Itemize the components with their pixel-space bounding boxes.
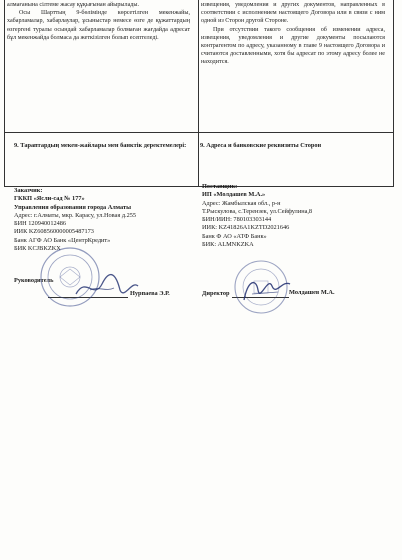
kz-text-column	[7, 1, 190, 42]
customer-requisites	[14, 187, 194, 253]
kz-section-9-title: 9. Тараптардың мекен-жайлары мен банктік деректемелері:	[14, 142, 187, 149]
customer-signatory-label: Руководитель	[14, 277, 54, 284]
customer-signatory-name: Нурпаева Э.Р.	[130, 290, 170, 297]
row-divider	[5, 132, 393, 133]
customer-bik: БИК KCJBKZKX	[14, 245, 61, 253]
customer-address: Адрес: г.Алматы, мкр. Карасу, ул.Новая д.255	[14, 211, 137, 219]
supplier-bik: БИК: ALMNKZKA	[202, 241, 254, 249]
customer-bank: Банк АГФ АО Банк «ЦентрКредит»	[14, 236, 111, 244]
kz-paragraph-2: Осы Шарттың 9-бөлімінде көрсетілген мекенжайы, хабарламалар, хабарлаулар, ұсыныстар немесе өзге де құжаттардың өзгергені туралы осындай хабарламалар болмаған жағдайда адресат бұл мекенжайда болмаса да жеткізілген болып есептеледі.	[7, 10, 190, 41]
supplier-iik: ИИК: KZ41826A1KZTD2021646	[202, 224, 290, 232]
column-divider	[198, 0, 199, 186]
customer-heading: Заказчик:	[14, 187, 43, 194]
ru-text-column	[201, 1, 385, 67]
supplier-address-2: Т.Рыскулова, с.Терензек, ул.Сейфулина,8	[202, 207, 313, 215]
customer-bin: БИН 120940012486	[14, 220, 67, 228]
ru-paragraph-1: извещения, уведомления и других документов, направленных в соответствии с исполнением настоящего Договора или в связи с ним одной из Сторон другой Стороне.	[201, 2, 385, 25]
supplier-bank: Банк Ф АО «АТФ Банк»	[202, 232, 267, 240]
supplier-requisites	[202, 183, 388, 249]
customer-org: ГККП «Ясли-сад № 177»	[14, 195, 85, 203]
ru-paragraph-2: При отсутствии такого сообщения об изменении адреса, извещения, уведомления и другие документы посылаются контрагентом по адресу, указанному в главе 9 настоящего Договора и считаются доставленными, хотя бы адресат по этому адресу более не находится.	[201, 26, 385, 66]
customer-org-parent: Управления образования города Алматы	[14, 203, 132, 211]
supplier-org: ИП «Молдашев М.А.»	[202, 191, 266, 199]
ru-section-9-title: 9. Адреса и банковские реквизиты Сторон	[200, 142, 322, 149]
supplier-heading: Поставщик:	[202, 183, 238, 190]
supplier-signatory-label: Директор	[202, 290, 230, 297]
kz-paragraph-1: алмағанына сілтеме жасау құқығынан айырылады.	[7, 2, 139, 8]
supplier-signature-icon	[238, 272, 294, 306]
customer-iik: ИИК KZ608560000005487173	[14, 228, 94, 236]
supplier-address-1: Адрес: Жамбылская обл., р-н	[202, 199, 281, 207]
supplier-signatory-name: Молдашев М.А.	[289, 289, 335, 296]
supplier-bin: БИН/ИИН: 780103303144	[202, 216, 272, 224]
customer-signature-icon	[72, 270, 142, 302]
